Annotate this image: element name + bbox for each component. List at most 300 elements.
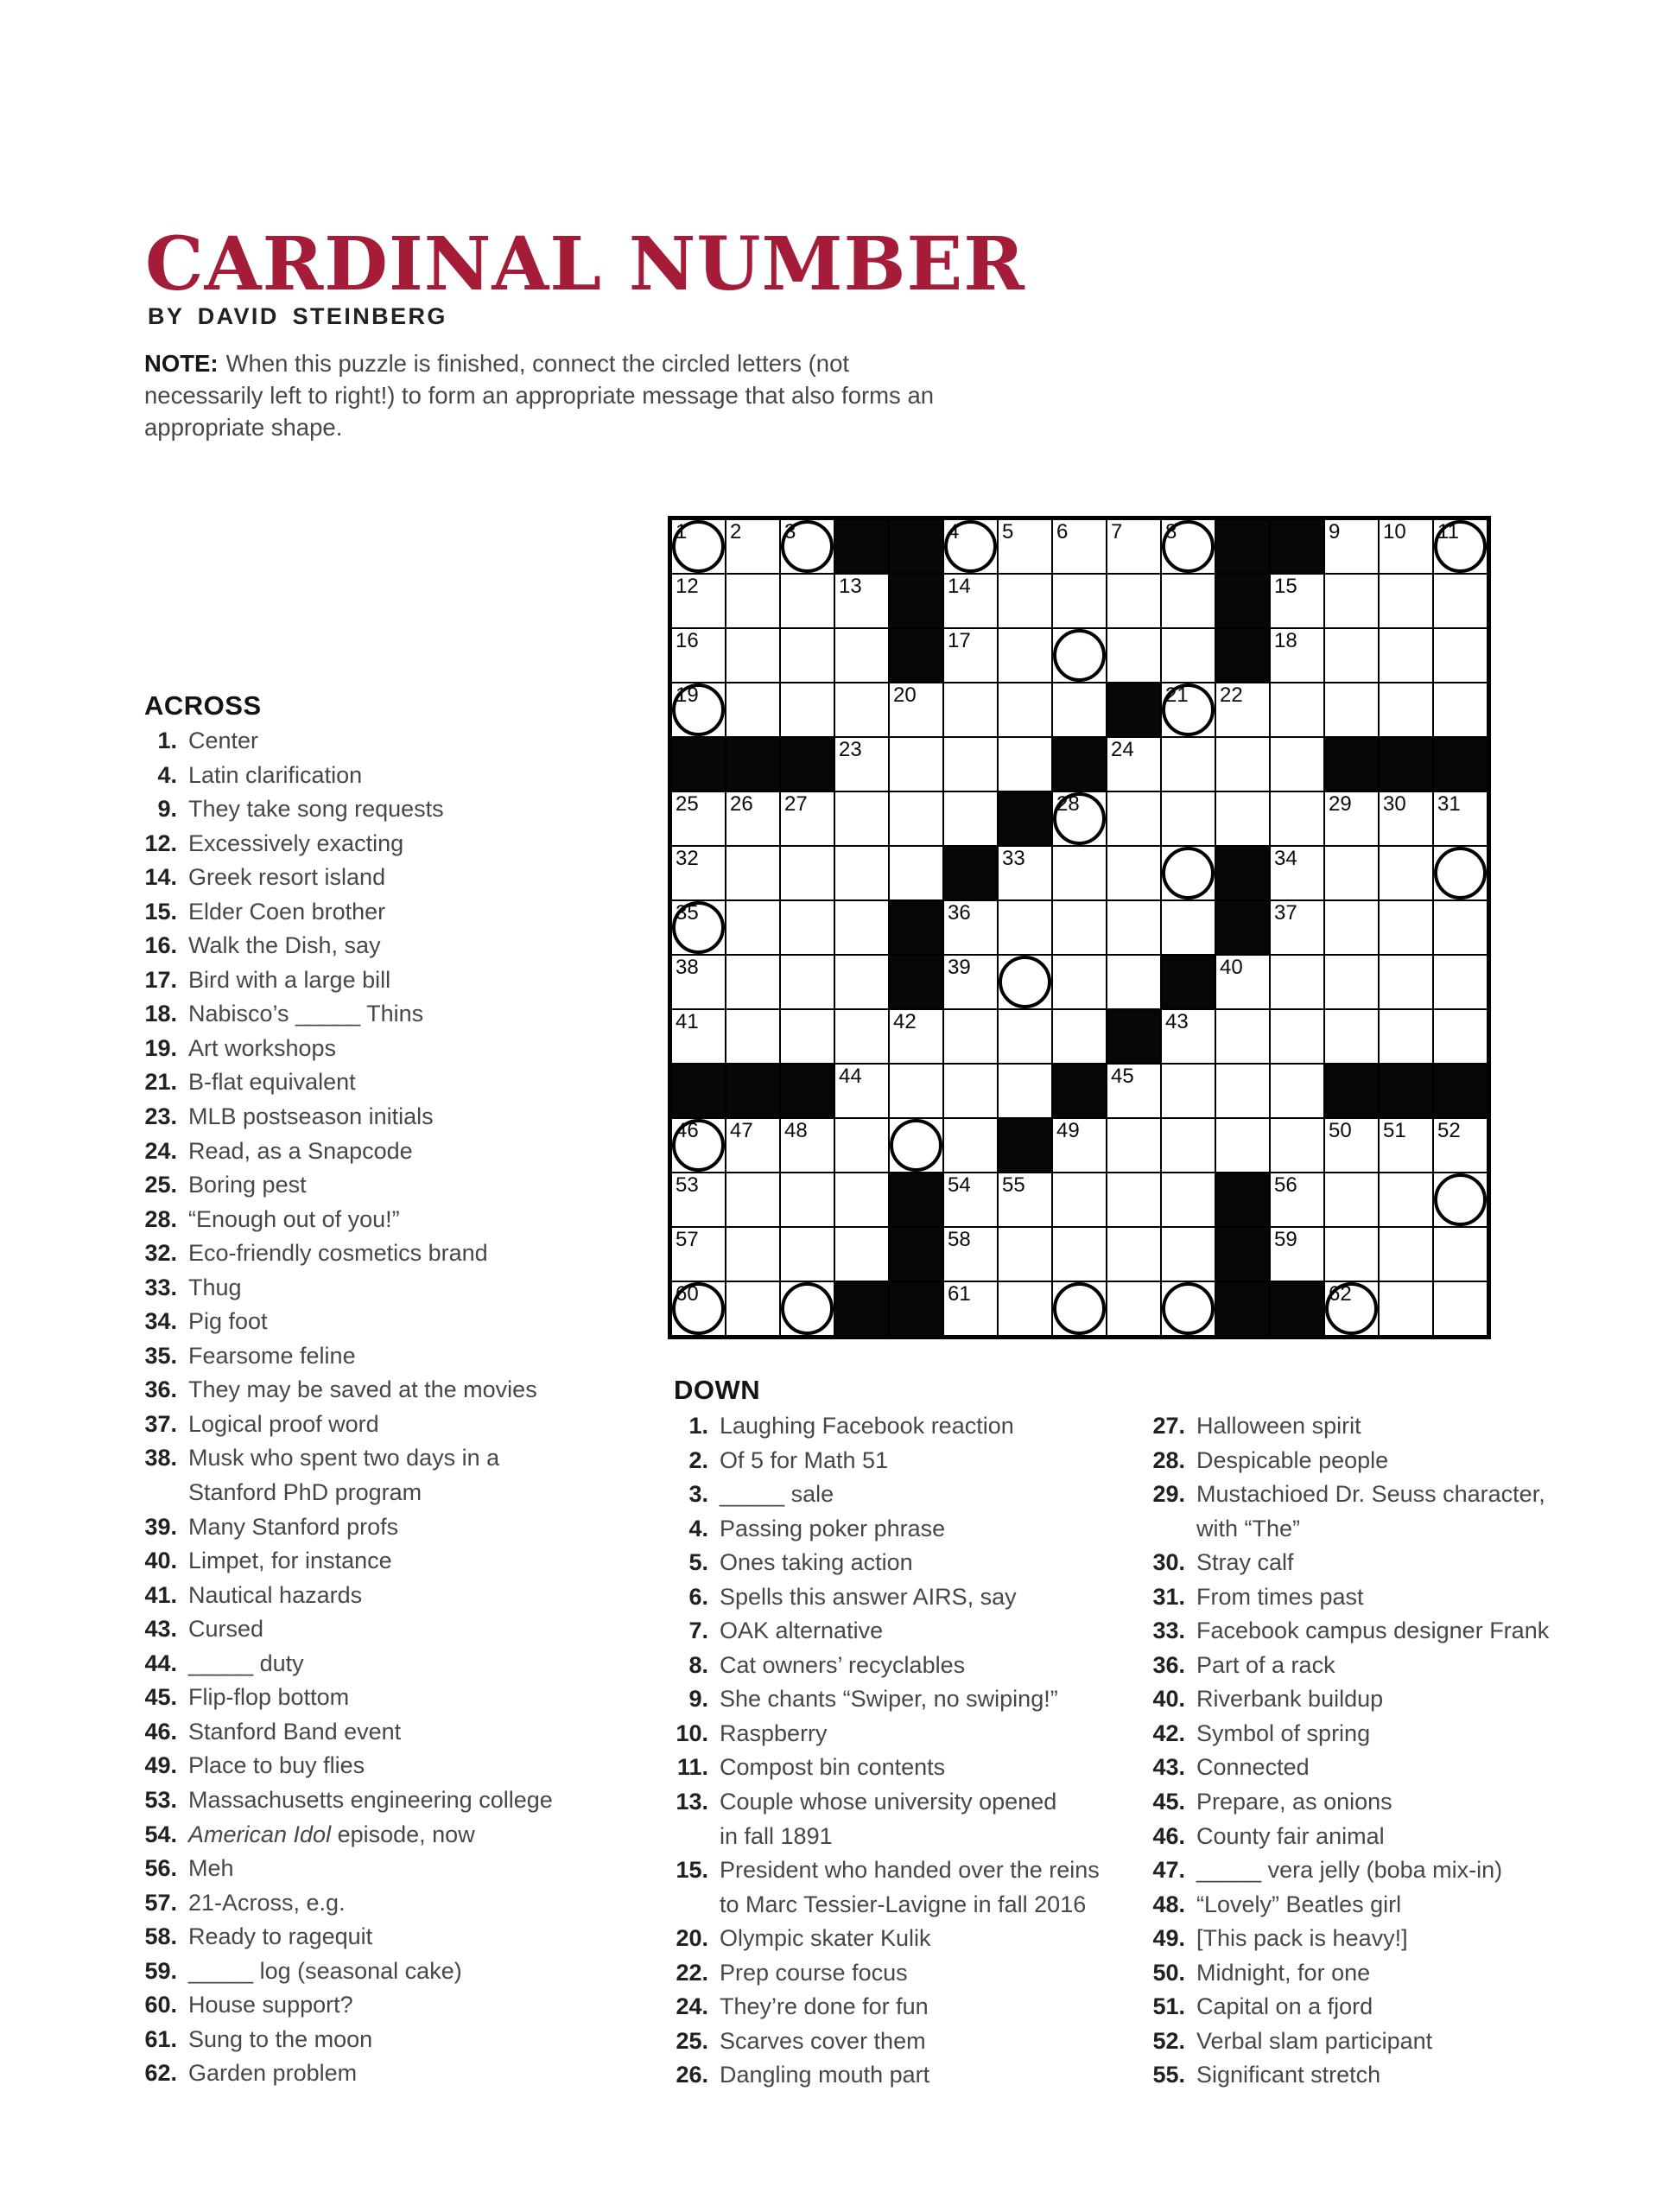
- grid-cell[interactable]: [1052, 1281, 1107, 1336]
- cell-number: 34: [1274, 847, 1297, 870]
- grid-cell[interactable]: [780, 628, 834, 683]
- clue-text: President who handed over the reins: [720, 1857, 1100, 1884]
- grid-cell[interactable]: [671, 683, 726, 737]
- across-clue: [130, 1956, 553, 1991]
- grid-cell[interactable]: [1161, 1281, 1215, 1336]
- across-clue: [130, 897, 553, 931]
- down-clue: [661, 1650, 1100, 1685]
- circled-letter-marker: [1162, 520, 1215, 573]
- cell-number: 30: [1383, 792, 1406, 816]
- clue-number: 29.: [1152, 1481, 1185, 1508]
- grid-cell[interactable]: [1379, 846, 1433, 900]
- grid-cell[interactable]: [834, 1118, 889, 1173]
- grid-cell[interactable]: [998, 1173, 1052, 1227]
- clue-number: 31.: [1152, 1583, 1185, 1610]
- cell-number: 58: [948, 1228, 971, 1251]
- clue-text: Massachusetts engineering college: [188, 1786, 553, 1813]
- grid-cell[interactable]: [1052, 1227, 1107, 1281]
- grid-cell[interactable]: [943, 1064, 998, 1118]
- circled-letter-marker: [1053, 629, 1106, 682]
- clue-text: Many Stanford profs: [188, 1513, 399, 1540]
- down-header: DOWN: [674, 1375, 761, 1405]
- grid-cell[interactable]: [1270, 628, 1324, 683]
- grid-cell[interactable]: [1270, 955, 1324, 1009]
- grid-cell[interactable]: [1161, 519, 1215, 574]
- circled-letter-marker: [1162, 683, 1215, 736]
- down-clue-continuation: [1138, 1514, 1549, 1548]
- circled-letter-marker: [944, 520, 997, 573]
- grid-cell[interactable]: [943, 737, 998, 791]
- clue-number: 9.: [688, 1686, 708, 1713]
- grid-cell[interactable]: [1161, 1009, 1215, 1064]
- grid-cell[interactable]: [1215, 683, 1270, 737]
- grid-cell[interactable]: [834, 1009, 889, 1064]
- grid-cell[interactable]: [1215, 1064, 1270, 1118]
- grid-cell[interactable]: [671, 791, 726, 846]
- grid-cell[interactable]: [671, 519, 726, 574]
- clue-text: Riverbank buildup: [1196, 1686, 1384, 1713]
- cell-number: 52: [1437, 1119, 1461, 1142]
- grid-cell[interactable]: [998, 628, 1052, 683]
- grid-cell-black: [1161, 955, 1215, 1009]
- grid-cell[interactable]: [1161, 1227, 1215, 1281]
- grid-cell[interactable]: [834, 900, 889, 955]
- grid-cell[interactable]: [1433, 683, 1488, 737]
- crossword-grid: [668, 516, 1491, 1339]
- clue-number: 22.: [676, 1959, 708, 1986]
- clue-text: Ready to ragequit: [188, 1923, 373, 1950]
- grid-cell[interactable]: [834, 1173, 889, 1227]
- grid-cell[interactable]: [780, 846, 834, 900]
- grid-cell[interactable]: [1379, 1118, 1433, 1173]
- grid-cell[interactable]: [998, 1064, 1052, 1118]
- grid-cell[interactable]: [1270, 846, 1324, 900]
- grid-cell-black: [998, 1118, 1052, 1173]
- grid-cell[interactable]: [726, 1227, 780, 1281]
- grid-cell[interactable]: [889, 846, 943, 900]
- grid-cell[interactable]: [1379, 574, 1433, 628]
- grid-cell[interactable]: [1379, 900, 1433, 955]
- grid-cell[interactable]: [1161, 683, 1215, 737]
- grid-cell[interactable]: [1433, 900, 1488, 955]
- grid-cell[interactable]: [1052, 1118, 1107, 1173]
- down-clue: [1138, 1411, 1549, 1446]
- grid-cell[interactable]: [943, 1118, 998, 1173]
- grid-cell[interactable]: [943, 1227, 998, 1281]
- grid-cell[interactable]: [1324, 1227, 1379, 1281]
- grid-cell[interactable]: [834, 846, 889, 900]
- grid-cell[interactable]: [780, 574, 834, 628]
- grid-cell[interactable]: [1161, 900, 1215, 955]
- clue-number: 46.: [144, 1718, 177, 1745]
- grid-cell[interactable]: [998, 519, 1052, 574]
- cell-number: 33: [1002, 847, 1025, 870]
- grid-cell-black: [834, 1281, 889, 1336]
- grid-cell[interactable]: [889, 791, 943, 846]
- clue-number: 8.: [688, 1651, 708, 1678]
- grid-cell[interactable]: [834, 628, 889, 683]
- down-clue: [1138, 1958, 1549, 1993]
- grid-cell[interactable]: [780, 1173, 834, 1227]
- cell-number: 62: [1329, 1282, 1352, 1306]
- clue-text: Walk the Dish, say: [188, 932, 381, 959]
- grid-cell[interactable]: [1052, 1173, 1107, 1227]
- clue-text: Stanford Band event: [188, 1718, 402, 1745]
- grid-cell[interactable]: [671, 1173, 726, 1227]
- clue-number: 47.: [1152, 1857, 1185, 1884]
- grid-cell[interactable]: [1161, 737, 1215, 791]
- grid-cell[interactable]: [1215, 791, 1270, 846]
- grid-cell-black: [889, 955, 943, 1009]
- grid-cell[interactable]: [1324, 955, 1379, 1009]
- clue-number: 15.: [144, 898, 177, 925]
- grid-cell[interactable]: [1433, 955, 1488, 1009]
- cell-number: 49: [1056, 1119, 1080, 1142]
- grid-cell[interactable]: [726, 574, 780, 628]
- grid-cell[interactable]: [834, 1064, 889, 1118]
- across-clue: [130, 1443, 553, 1478]
- grid-cell[interactable]: [1052, 900, 1107, 955]
- grid-cell[interactable]: [943, 1009, 998, 1064]
- grid-cell[interactable]: [998, 900, 1052, 955]
- grid-cell[interactable]: [1379, 519, 1433, 574]
- cell-number: 25: [676, 792, 699, 816]
- grid-cell[interactable]: [1324, 1281, 1379, 1336]
- grid-cell[interactable]: [1052, 791, 1107, 846]
- grid-cell[interactable]: [889, 1009, 943, 1064]
- grid-cell[interactable]: [1270, 574, 1324, 628]
- grid-cell[interactable]: [1107, 846, 1161, 900]
- grid-cell[interactable]: [1433, 1173, 1488, 1227]
- grid-cell[interactable]: [1433, 1118, 1488, 1173]
- grid-cell[interactable]: [1324, 846, 1379, 900]
- grid-cell[interactable]: [671, 1281, 726, 1336]
- grid-cell[interactable]: [1161, 1064, 1215, 1118]
- grid-cell[interactable]: [1107, 900, 1161, 955]
- clue-text: Despicable people: [1196, 1446, 1389, 1473]
- grid-cell[interactable]: [726, 791, 780, 846]
- grid-cell[interactable]: [834, 955, 889, 1009]
- circled-letter-marker: [1434, 847, 1487, 899]
- grid-cell[interactable]: [1107, 1118, 1161, 1173]
- grid-cell[interactable]: [943, 791, 998, 846]
- circled-letter-marker: [672, 683, 725, 736]
- grid-cell[interactable]: [889, 737, 943, 791]
- down-clue: [661, 1752, 1100, 1787]
- clue-number: 2.: [688, 1446, 708, 1473]
- cell-number: 55: [1002, 1173, 1025, 1197]
- grid-cell[interactable]: [726, 1281, 780, 1336]
- grid-cell[interactable]: [1379, 683, 1433, 737]
- grid-cell[interactable]: [671, 955, 726, 1009]
- clue-text: From times past: [1196, 1583, 1364, 1610]
- clue-number: 20.: [676, 1925, 708, 1952]
- grid-cell[interactable]: [834, 683, 889, 737]
- grid-cell[interactable]: [780, 900, 834, 955]
- grid-cell[interactable]: [889, 1064, 943, 1118]
- circled-letter-marker: [890, 1119, 942, 1172]
- grid-cell[interactable]: [943, 628, 998, 683]
- clue-number: 30.: [1152, 1549, 1185, 1576]
- grid-cell[interactable]: [1379, 1009, 1433, 1064]
- grid-cell[interactable]: [1161, 1173, 1215, 1227]
- grid-cell[interactable]: [780, 955, 834, 1009]
- clue-number: 9.: [157, 796, 177, 823]
- across-clue: [130, 1067, 553, 1102]
- grid-cell[interactable]: [1215, 955, 1270, 1009]
- clue-number: 62.: [144, 2060, 177, 2087]
- grid-cell[interactable]: [1433, 846, 1488, 900]
- grid-cell[interactable]: [671, 628, 726, 683]
- grid-cell[interactable]: [780, 1009, 834, 1064]
- grid-cell[interactable]: [1270, 900, 1324, 955]
- grid-cell[interactable]: [834, 737, 889, 791]
- grid-cell-black: [780, 1064, 834, 1118]
- clue-number: 1.: [157, 728, 177, 753]
- grid-cell[interactable]: [1379, 1227, 1433, 1281]
- down-clue: [1138, 1719, 1549, 1753]
- clue-text: Part of a rack: [1196, 1651, 1335, 1678]
- clue-text: Fearsome feline: [188, 1342, 356, 1369]
- cell-number: 43: [1165, 1010, 1189, 1033]
- grid-cell[interactable]: [780, 1227, 834, 1281]
- grid-cell[interactable]: [1324, 900, 1379, 955]
- clue-number: 33.: [1152, 1618, 1185, 1644]
- grid-cell[interactable]: [1270, 683, 1324, 737]
- grid-cell[interactable]: [1052, 683, 1107, 737]
- grid-cell[interactable]: [1161, 791, 1215, 846]
- cell-number: 2: [730, 520, 742, 543]
- clue-number: 53.: [144, 1786, 177, 1813]
- grid-cell[interactable]: [998, 846, 1052, 900]
- grid-cell[interactable]: [1433, 1281, 1488, 1336]
- grid-cell[interactable]: [1215, 1118, 1270, 1173]
- grid-cell[interactable]: [1107, 1064, 1161, 1118]
- grid-cell[interactable]: [780, 683, 834, 737]
- down-clue: [661, 1548, 1100, 1582]
- grid-cell[interactable]: [1433, 519, 1488, 574]
- grid-cell[interactable]: [671, 846, 726, 900]
- grid-cell[interactable]: [1324, 1118, 1379, 1173]
- grid-cell-black: [671, 737, 726, 791]
- grid-cell[interactable]: [943, 574, 998, 628]
- across-clue: [130, 1785, 553, 1820]
- grid-cell[interactable]: [671, 574, 726, 628]
- clue-text: They’re done for fun: [720, 1993, 929, 2020]
- grid-cell[interactable]: [943, 1281, 998, 1336]
- grid-cell[interactable]: [1324, 628, 1379, 683]
- cell-number: 4: [948, 520, 960, 543]
- grid-cell[interactable]: [1161, 846, 1215, 900]
- grid-cell[interactable]: [889, 683, 943, 737]
- grid-cell[interactable]: [943, 955, 998, 1009]
- clue-text: Scarves cover them: [720, 2027, 926, 2054]
- grid-cell[interactable]: [1270, 1009, 1324, 1064]
- grid-cell[interactable]: [1107, 1173, 1161, 1227]
- down-clue: [661, 1684, 1100, 1719]
- down-clue: [661, 1855, 1100, 1890]
- grid-cell[interactable]: [780, 1118, 834, 1173]
- grid-cell[interactable]: [1215, 737, 1270, 791]
- clue-text: 21-Across, e.g.: [188, 1889, 346, 1916]
- grid-cell[interactable]: [726, 519, 780, 574]
- grid-cell[interactable]: [1324, 791, 1379, 846]
- grid-cell-black: [889, 628, 943, 683]
- grid-cell[interactable]: [834, 791, 889, 846]
- grid-cell[interactable]: [1270, 1118, 1324, 1173]
- clue-text: Excessively exacting: [188, 830, 404, 856]
- cell-number: 56: [1274, 1173, 1297, 1197]
- grid-cell[interactable]: [671, 1118, 726, 1173]
- grid-cell[interactable]: [1324, 1009, 1379, 1064]
- grid-cell[interactable]: [780, 1281, 834, 1336]
- clue-text: Prepare, as onions: [1196, 1789, 1392, 1815]
- grid-cell-black: [1215, 900, 1270, 955]
- grid-cell[interactable]: [1107, 1281, 1161, 1336]
- grid-cell-black: [1107, 1009, 1161, 1064]
- grid-cell[interactable]: [1107, 628, 1161, 683]
- grid-cell[interactable]: [1379, 628, 1433, 683]
- cell-number: 50: [1329, 1119, 1352, 1142]
- grid-cell[interactable]: [1433, 1227, 1488, 1281]
- down-clue: [1138, 1821, 1549, 1856]
- grid-cell[interactable]: [998, 955, 1052, 1009]
- clue-number: 43.: [1152, 1754, 1185, 1781]
- grid-cell-black: [1270, 519, 1324, 574]
- grid-cell[interactable]: [998, 574, 1052, 628]
- clue-number-spacer: [1138, 1514, 1185, 1548]
- grid-cell[interactable]: [1379, 791, 1433, 846]
- grid-cell[interactable]: [726, 900, 780, 955]
- down-clue-continuation: [661, 1821, 1100, 1856]
- grid-cell[interactable]: [834, 574, 889, 628]
- cell-number: 38: [676, 956, 699, 979]
- grid-cell[interactable]: [1107, 737, 1161, 791]
- clue-number: 3.: [688, 1481, 708, 1508]
- grid-cell[interactable]: [1161, 574, 1215, 628]
- grid-cell[interactable]: [1052, 574, 1107, 628]
- grid-cell[interactable]: [1161, 628, 1215, 683]
- grid-cell[interactable]: [889, 1118, 943, 1173]
- grid-cell[interactable]: [1107, 1227, 1161, 1281]
- grid-cell[interactable]: [1270, 737, 1324, 791]
- grid-cell[interactable]: [1270, 791, 1324, 846]
- clue-number: 27.: [1152, 1413, 1185, 1439]
- down-clue: [1138, 1616, 1549, 1650]
- grid-cell-black: [834, 519, 889, 574]
- grid-cell[interactable]: [998, 1227, 1052, 1281]
- grid-cell[interactable]: [1433, 574, 1488, 628]
- grid-cell[interactable]: [1433, 628, 1488, 683]
- grid-cell[interactable]: [780, 791, 834, 846]
- grid-cell[interactable]: [943, 900, 998, 955]
- grid-cell[interactable]: [998, 1009, 1052, 1064]
- grid-cell[interactable]: [1324, 519, 1379, 574]
- grid-cell[interactable]: [726, 1173, 780, 1227]
- grid-cell[interactable]: [1379, 955, 1433, 1009]
- clue-number: 28.: [1152, 1446, 1185, 1473]
- grid-cell-black: [1215, 628, 1270, 683]
- circled-letter-marker: [672, 901, 725, 954]
- grid-cell[interactable]: [1324, 1173, 1379, 1227]
- grid-cell[interactable]: [726, 683, 780, 737]
- grid-cell[interactable]: [1107, 791, 1161, 846]
- cell-number: 1: [676, 520, 688, 543]
- grid-cell[interactable]: [998, 683, 1052, 737]
- grid-cell[interactable]: [1052, 628, 1107, 683]
- grid-cell[interactable]: [1107, 955, 1161, 1009]
- grid-cell[interactable]: [1324, 574, 1379, 628]
- grid-cell[interactable]: [998, 1281, 1052, 1336]
- grid-cell[interactable]: [1270, 1227, 1324, 1281]
- grid-cell[interactable]: [1161, 1118, 1215, 1173]
- grid-cell[interactable]: [1324, 683, 1379, 737]
- grid-cell[interactable]: [1052, 846, 1107, 900]
- grid-cell[interactable]: [726, 955, 780, 1009]
- clue-number: 40.: [144, 1548, 177, 1574]
- grid-cell[interactable]: [1215, 1009, 1270, 1064]
- grid-cell[interactable]: [943, 683, 998, 737]
- across-clue: [130, 1512, 553, 1547]
- grid-cell[interactable]: [1270, 1173, 1324, 1227]
- grid-cell[interactable]: [1270, 1064, 1324, 1118]
- clue-text: “Enough out of you!”: [188, 1205, 400, 1232]
- clue-text: Capital on a fjord: [1196, 1993, 1373, 2020]
- grid-cell[interactable]: [943, 1173, 998, 1227]
- grid-cell[interactable]: [1433, 1009, 1488, 1064]
- across-clue: [130, 1375, 553, 1409]
- clue-text: Passing poker phrase: [720, 1515, 946, 1541]
- clue-number: 58.: [144, 1923, 177, 1950]
- grid-cell[interactable]: [671, 1009, 726, 1064]
- grid-cell[interactable]: [726, 1118, 780, 1173]
- grid-cell[interactable]: [943, 519, 998, 574]
- grid-cell[interactable]: [726, 846, 780, 900]
- grid-cell[interactable]: [671, 900, 726, 955]
- clue-number: 11.: [676, 1754, 708, 1781]
- grid-cell[interactable]: [834, 1227, 889, 1281]
- grid-cell[interactable]: [1379, 1173, 1433, 1227]
- across-clue: [130, 1682, 553, 1717]
- grid-cell[interactable]: [1433, 791, 1488, 846]
- across-clue: [130, 760, 553, 795]
- grid-cell[interactable]: [726, 1009, 780, 1064]
- cell-number: 20: [893, 683, 917, 707]
- grid-cell[interactable]: [780, 519, 834, 574]
- clue-text: MLB postseason initials: [188, 1103, 434, 1130]
- cell-number: 46: [676, 1119, 699, 1142]
- across-clue: [130, 1273, 553, 1307]
- down-clue: [1138, 1855, 1549, 1890]
- grid-cell[interactable]: [671, 1227, 726, 1281]
- grid-cell[interactable]: [1107, 574, 1161, 628]
- across-clue: [130, 1820, 553, 1854]
- cell-number: 7: [1111, 520, 1123, 543]
- grid-cell[interactable]: [1107, 519, 1161, 574]
- grid-cell[interactable]: [1052, 1009, 1107, 1064]
- grid-cell[interactable]: [726, 628, 780, 683]
- grid-cell[interactable]: [1052, 955, 1107, 1009]
- grid-cell-black: [726, 737, 780, 791]
- clue-number: 42.: [1152, 1719, 1185, 1746]
- across-header: ACROSS: [144, 690, 262, 721]
- grid-cell[interactable]: [1052, 519, 1107, 574]
- cell-number: 16: [676, 629, 699, 652]
- grid-cell[interactable]: [1379, 1281, 1433, 1336]
- grid-cell[interactable]: [998, 737, 1052, 791]
- clue-text: County fair animal: [1196, 1822, 1385, 1849]
- grid-cell-black: [1433, 737, 1488, 791]
